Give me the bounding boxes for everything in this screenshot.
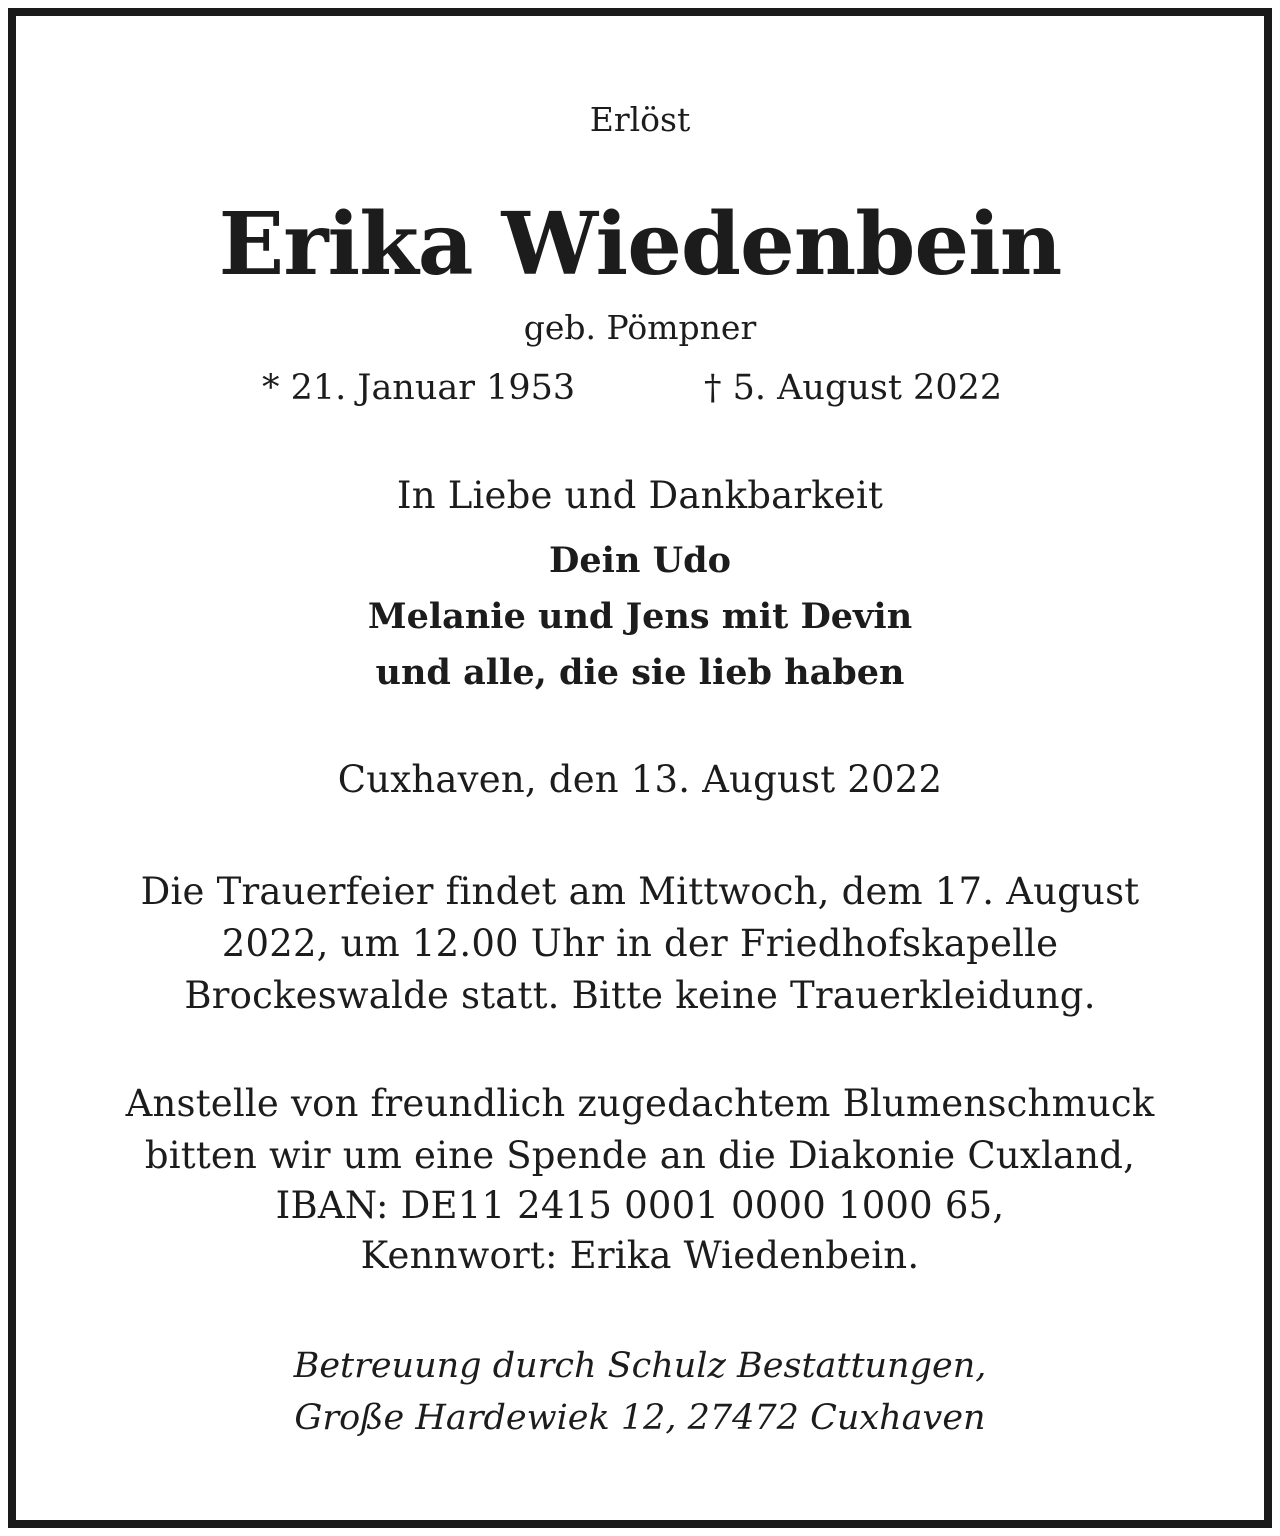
deceased-name: Erika Wiedenbein [218,194,1062,295]
donation-line: Kennwort: Erika Wiedenbein. [360,1234,920,1277]
mourner-line: Melanie und Jens mit Devin [367,596,913,637]
funeral-line: Die Trauerfeier findet am Mittwoch, dem 17. August [140,870,1140,913]
funeral-line: 2022, um 12.00 Uhr in der Friedhofskapelle [221,922,1059,965]
funeral-line: Brockeswalde statt. Bitte keine Trauerkleidung. [184,974,1096,1017]
donation-line: bitten wir um eine Spende an die Diakonie Cuxland, [144,1134,1136,1177]
death-date: † 5. August 2022 [704,368,1003,408]
obituary-notice [8,8,1272,1528]
donation-line: Anstelle von freundlich zugedachtem Blumenschmuck [125,1082,1155,1125]
place-date: Cuxhaven, den 13. August 2022 [337,758,943,801]
undertaker-line: Große Hardewiek 12, 27472 Cuxhaven [294,1398,986,1438]
donation-line: IBAN: DE11 2415 0001 0000 1000 65, [275,1184,1005,1227]
mourner-line: und alle, die sie lieb haben [375,652,905,693]
overline-text: Erlöst [589,100,691,139]
undertaker-line: Betreuung durch Schulz Bestattungen, [293,1346,987,1386]
mourner-line: Dein Udo [549,540,731,581]
mourners-intro: In Liebe und Dankbarkeit [396,474,884,517]
birth-date: * 21. Januar 1953 [262,368,576,408]
maiden-name: geb. Pömpner [523,308,757,347]
